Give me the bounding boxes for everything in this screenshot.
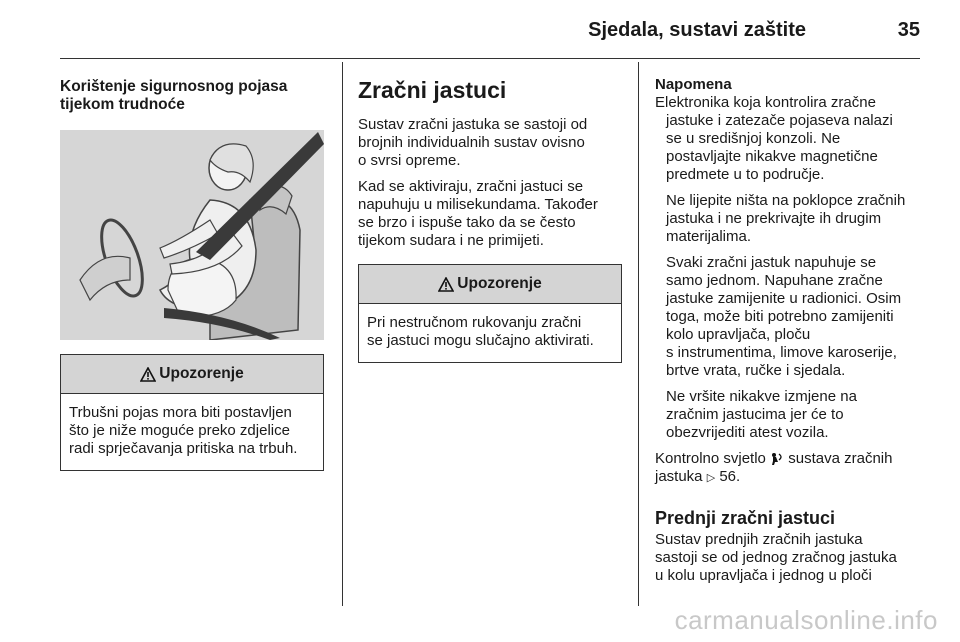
paragraph <box>655 531 925 585</box>
text-line: postavljajte nikakve magnetične <box>666 148 878 165</box>
text-line: jastuka i ne prekrivajte ih drugim <box>666 210 882 227</box>
text-line: tijekom sudara i ne primijeti. <box>358 232 544 249</box>
warning-box <box>358 264 622 363</box>
note-title: Napomena <box>655 76 732 93</box>
text-line: Trbušni pojas mora biti postavljen <box>69 404 292 421</box>
text-line: se u središnjoj konzoli. Ne <box>666 130 841 147</box>
text-line: Ne vršite nikakve izmjene na <box>666 388 857 405</box>
page-number: 35 <box>897 19 920 41</box>
column-3 <box>655 62 925 585</box>
warning-triangle-icon <box>438 277 454 292</box>
section-heading-airbags: Zračni jastuci <box>358 77 507 103</box>
column-divider <box>638 62 639 606</box>
note-paragraph <box>655 388 925 442</box>
text-fragment: sustava zračnih <box>788 450 893 467</box>
text-fragment: jastuka <box>655 468 703 485</box>
text-line: radi sprječavanja pritiska na trbuh. <box>69 440 298 457</box>
watermark: carmanualsonline.info <box>674 605 938 635</box>
section-heading-front-airbags: Prednji zračni jastuci <box>655 508 836 528</box>
warning-text <box>359 304 621 362</box>
text-line: s instrumentima, limove karoserije, <box>666 344 897 361</box>
text-line: materijalima. <box>666 228 752 245</box>
text-line: u kolu upravljača i jednog u ploči <box>655 567 872 584</box>
text-line: zračnim jastucima jer će to <box>666 406 844 423</box>
text-line: Kad se aktiviraju, zračni jastuci se <box>358 178 584 195</box>
warning-header <box>61 355 323 394</box>
control-light-paragraph <box>655 450 925 487</box>
header-title: Sjedala, sustavi zaštite <box>588 19 806 41</box>
heading-line: Korištenje sigurnosnog pojasa <box>60 78 288 95</box>
text-line: napuhuju u milisekundama. Također <box>358 196 598 213</box>
text-line: Pri nestručnom rukovanju zračni <box>367 314 582 331</box>
warning-triangle-icon <box>140 367 156 382</box>
warning-title: Upozorenje <box>159 365 244 382</box>
text-line: obezvrijediti atest vozila. <box>666 424 829 441</box>
text-line: se brzo i ispuše tako da se često <box>358 214 576 231</box>
text-line: o svrsi opreme. <box>358 152 461 169</box>
text-line: jastuke i zatezače pojaseva nalazi <box>666 112 893 129</box>
text-line: kolo upravljača, ploču <box>666 326 811 343</box>
text-line: predmete u to područje. <box>666 166 825 183</box>
text-line: Elektronika koja kontrolira zračne <box>655 94 876 111</box>
text-line: Sustav prednjih zračnih jastuka <box>655 531 863 548</box>
note-paragraph <box>655 254 925 380</box>
text-line: sastoji se od jednog zračnog jastuka <box>655 549 897 566</box>
text-fragment: Kontrolno svjetlo <box>655 450 766 467</box>
text-line: Ne lijepite ništa na poklopce zračnih <box>666 192 906 209</box>
airbag-warning-icon <box>770 452 784 466</box>
text-line: brojnih individualnih sustav ovisno <box>358 134 585 151</box>
page-reference-link[interactable]: 56. <box>719 468 741 485</box>
note-paragraph <box>655 192 925 246</box>
pregnant-driver-illustration <box>60 130 324 340</box>
text-line: se jastuci mogu slučajno aktivirati. <box>367 332 594 349</box>
column-1 <box>60 62 324 471</box>
warning-header <box>359 265 621 304</box>
text-line: jastuke zamijenite u radionici. Osim <box>666 290 902 307</box>
text-line: Sustav zračni jastuka se sastoji od <box>358 116 588 133</box>
paragraph <box>358 178 622 250</box>
column-2 <box>358 62 622 363</box>
paragraph <box>358 116 622 170</box>
text-line: samo jednom. Napuhane zračne <box>666 272 883 289</box>
warning-box <box>60 354 324 471</box>
column-divider <box>342 62 343 606</box>
text-line: što je niže moguće preko zdjelice <box>69 422 290 439</box>
text-line: brtve vrata, ručke i sjedala. <box>666 362 846 379</box>
text-line: Svaki zračni jastuk napuhuje se <box>666 254 877 271</box>
section-heading-pregnancy <box>60 78 324 114</box>
page-reference-arrow-icon[interactable]: ▷ <box>706 472 716 484</box>
heading-line: tijekom trudnoće <box>60 96 185 113</box>
page-header <box>60 0 920 59</box>
warning-text <box>61 394 323 470</box>
warning-title: Upozorenje <box>457 275 542 292</box>
note-paragraph <box>655 94 925 184</box>
text-line: toga, može biti potrebno zamijeniti <box>666 308 894 325</box>
